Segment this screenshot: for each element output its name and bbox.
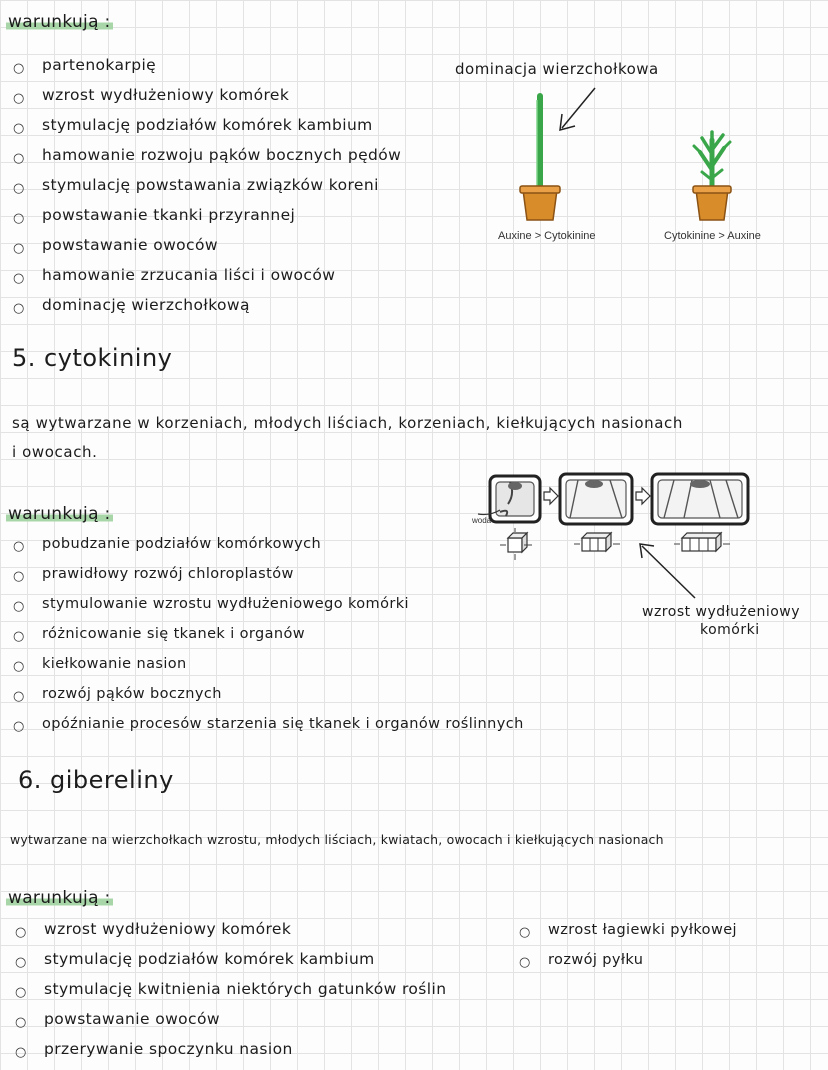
bullet-icon: ○ [15,1015,27,1030]
arrow-icon [640,544,695,598]
cell-elongation-label-line2: komórki [700,622,760,638]
gibberellins-description: wytwarzane na wierzchołkach wzrostu, młodych liściach, kwiatach, owocach i kiełkujących nasionach [10,832,664,847]
list-item: ○ powstawanie owoców [44,1004,446,1034]
cell-panel-2 [560,474,632,524]
bullet-icon: ○ [13,121,25,136]
list-item: ○ rozwój pyłku [548,944,737,974]
cytokinins-list [13,528,524,738]
list-item: ○ stymulację powstawania związków koreni [42,170,401,200]
bullet-icon: ○ [15,985,27,1000]
arrow-icon [636,488,650,504]
list-item: ○ stymulowanie wzrostu wydłużeniowego komórki [42,588,524,618]
caption-auxin-cytokinin: Auxine > Cytokinine [498,230,596,242]
list-item: ○ prawidłowy rozwój chloroplastów [42,558,524,588]
bullet-icon: ○ [13,91,25,106]
list-item: ○ powstawanie tkanki przyrannej [42,200,401,230]
bullet-icon: ○ [13,599,25,614]
bullet-icon: ○ [519,925,531,940]
list-item: ○ hamowanie rozwoju pąków bocznych pędów [42,140,401,170]
bullet-icon: ○ [15,1045,27,1060]
gibberellins-heading: warunkują : [8,888,111,908]
cell-cube-3 [674,533,730,551]
cytokinins-description-line1: są wytwarzane w korzeniach, młodych liściach, korzeniach, kiełkujących nasionach [12,414,683,432]
list-item: ○ opóźnianie procesów starzenia się tkanek i organów roślinnych [42,708,524,738]
apical-dominance-figure [480,80,800,250]
list-item: ○ wzrost wydłużeniowy komórek [42,80,401,110]
list-item: ○ różnicowanie się tkanek i organów [42,618,524,648]
bullet-icon: ○ [13,271,25,286]
bullet-icon: ○ [15,925,27,940]
apical-dominance-label: dominacja wierzchołkowa [455,60,659,78]
bullet-icon: ○ [13,301,25,316]
bullet-icon: ○ [13,61,25,76]
list-item: ○ rozwój pąków bocznych [42,678,524,708]
cell-elongation-figure [470,468,760,618]
bullet-icon: ○ [13,689,25,704]
list-item: ○ pobudzanie podziałów komórkowych [42,528,524,558]
plant-cytokinin-dominant [693,132,731,220]
list-item: ○ partenokarpię [42,50,401,80]
bullet-icon: ○ [13,629,25,644]
section-title-cytokinins: 5. cytokininy [12,344,173,372]
section-title-gibberellins: 6. gibereliny [18,766,174,794]
cell-panel-3 [652,474,748,524]
bullet-icon: ○ [13,211,25,226]
plant-auxin-dominant [520,96,560,220]
caption-cytokinin-auxin: Cytokinine > Auxine [664,230,761,242]
water-label: woda [472,516,492,525]
bullet-icon: ○ [13,719,25,734]
cell-panel-1 [490,476,540,522]
bullet-icon: ○ [519,955,531,970]
list-item: ○ stymulację kwitnienia niektórych gatunków roślin [44,974,446,1004]
cytokinins-heading: warunkują : [8,504,111,524]
bullet-icon: ○ [13,539,25,554]
cell-cube-1 [500,528,532,560]
list-item: ○ stymulację podziałów komórek kambium [44,944,446,974]
list-item: ○ wzrost łagiewki pyłkowej [548,914,737,944]
list-item: ○ stymulację podziałów komórek kambium [42,110,401,140]
gibberellins-list-right [519,914,737,974]
list-item: ○ wzrost wydłużeniowy komórek [44,914,446,944]
bullet-icon: ○ [13,241,25,256]
bullet-icon: ○ [13,151,25,166]
gibberellins-list-left [15,914,447,1064]
arrow-icon [544,488,558,504]
bullet-icon: ○ [13,659,25,674]
cytokinins-description-line2: i owocach. [12,443,98,461]
list-item: ○ powstawanie owoców [42,230,401,260]
bullet-icon: ○ [15,955,27,970]
cell-elongation-label-line1: wzrost wydłużeniowy [642,604,801,620]
bullet-icon: ○ [13,569,25,584]
list-item: ○ kiełkowanie nasion [42,648,524,678]
list-item: ○ hamowanie zrzucania liści i owoców [42,260,401,290]
list-item: ○ przerywanie spoczynku nasion [44,1034,446,1064]
auxins-list [13,50,402,320]
arrow-icon [560,88,595,130]
list-item: ○ dominację wierzchołkową [42,290,401,320]
cell-cube-2 [574,533,620,551]
bullet-icon: ○ [13,181,25,196]
auxins-heading: warunkują : [8,12,111,32]
